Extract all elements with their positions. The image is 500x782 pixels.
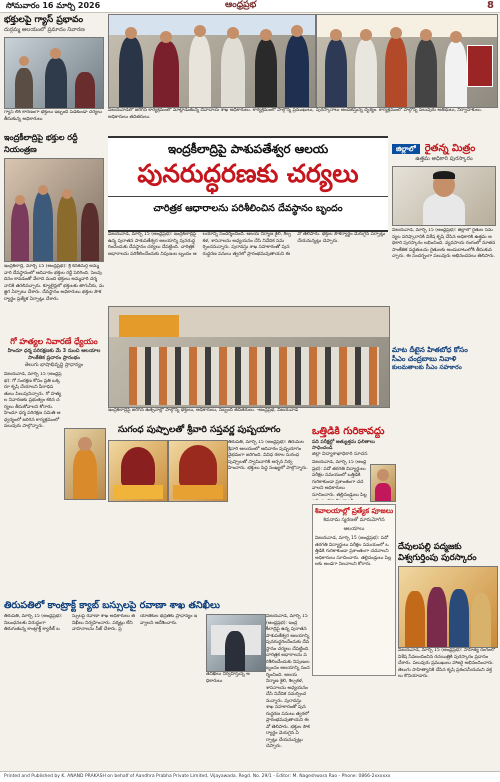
story3-body: విజయవాడ, మార్చి 15 (ఆంధ్రప్రభ): గో సంరక్షణ కోసం ప్రతి ఒక్కరూ కృషి చేయాలని పీఠాధిపతులు పిలుపునిచ్చారు. గో హత్యల నివారణకు ప్రభుత్వం కఠిన చర్యలు తీసుకోవాలని కోరారు. హిందూ ధర్మ పరిరక్షణ సమితి ఆధ్వర్యంలో జరిగిన కార్యక్రమంలో పలువురు పాల్గొన్నారు. [4, 372, 62, 429]
bottom-left-photo-caption: తనిఖీలు నిర్వహిస్తున్న అధికారులు [206, 672, 250, 684]
mid-left-body: తిరుపతి, మార్చి 15 (ఆంధ్రప్రభ): తిరుమల శ్రీవారి ఆలయంలో ఆదివారం పుష్పయాగం వైభవంగా జరిగింది. వివిధ రకాల సుగంధ పుష్పాలతో స్వామివారికి అర్చన నిర్వహించారు. భక్తులు పెద్ద సంఖ్యలో పాల్గొన్నారు. [228, 440, 308, 471]
right-title: రైతన్న మిత్రం [424, 143, 476, 154]
right-story2-sub2: కులమతాలకు సీఎం సహకారం [392, 364, 462, 371]
box-body: విజయవాడ, మార్చి 15 (ఆంధ్రప్రభ): పదో తరగతి విద్యార్థులు పరీక్షల సమయంలో ఒత్తిడికి గురికాకుండా ప్రశాంతంగా చదవాలని అధికారులు సూచించారు. తల్లిదండ్రులు పిల్లలకు అండగా నిలవాలని కోరారు. [315, 536, 392, 567]
top-photo-left [108, 14, 316, 108]
story1-photo [4, 37, 104, 109]
top-caption-right: పురస్కారాలు అందజేస్తున్న దృశ్యం. కార్యక్రమంలో పాల్గొన్న పలువురు అతిథులు, నిర్వాహకులు. [316, 108, 483, 113]
right-column [392, 136, 496, 536]
right-story2-sub: సీఎం చంద్రబాబు నివాళి [392, 355, 457, 363]
story1-subtitle: దుర్గమ్మ ఆలయంలో ప్రమాదం నివారణ [4, 27, 85, 33]
story3-title: గో హత్యల నివారణే ధ్యేయం [10, 337, 98, 346]
story3-subtitle2: తెలుగు భాషాభివృద్ధి ప్రాధాన్యం [24, 362, 84, 368]
right-body: విజయవాడ, మార్చి 15 (ఆంధ్రప్రభ): జిల్లాలో రైతుల సమస్యల పరిష్కారానికి విశేష కృషి చేసిన అధికారికి ఉత్తమ అధికారి పురస్కారం లభించింది. వ్యవసాయ రంగంలో నూతన సాంకేతిక పద్ధతులను రైతులకు అందుబాటులోకి తీసుకువచ్చారు. ఈ సందర్భంగా పలువురు అభినందనలు తెలిపారు. [392, 228, 496, 259]
box-story [312, 504, 396, 676]
box-title: శివాలయాల్లో ప్రత్యేక పూజలు [314, 507, 394, 515]
headline-sub: చారిత్రక ఆధారాలను పరిశీలించిన దేవస్థానం బృందం [108, 196, 388, 216]
right-story2-title: మాట దీటైన హితబోధ కోసం [392, 346, 468, 354]
center-article-body: విజయవాడ, మార్చి 15 (ఆంధ్రప్రభ): ఇంద్రకీలాద్రిపై ఉన్న పురాతన పాశుపతేశ్వర ఆలయాన్ని పునరుద్ధరించేందుకు దేవస్థానం చర్యలు చేపట్టింది. చారిత్రక ఆధారాలను పరిశీలించేందుకు నిపుణుల బృందం ఆలయాన్ని సందర్శించింది. ఆలయ నిర్మాణ శైలి, శిల్పకళ, శాసనాలను అధ్యయనం చేసి నివేదిక సమర్పించనున్నారు. పురావస్తు శాఖ సహకారంతో పునరుద్ధరణ పనులు త్వరలో ప్రారంభమవుతాయని ఈవో తెలిపారు. భక్తుల సౌకర్యార్థం మెరుగైన ఏర్పాట్లు చేయనున్నట్లు చెప్పారు. [108, 232, 386, 257]
story2-body: ఇంద్రకీలాద్రి, మార్చి 15 (ఆంధ్రప్రభ): శ్రీ కనకదుర్గ అమ్మవారి దేవస్థానంలో ఆదివారం భక్తుల రద్దీ పెరిగింది. సెలవు దినం కావడంతో వేలాది మంది భక్తులు అమ్మవారి దర్శనానికి తరలివచ్చారు. క్యూలైన్లలో భక్తులకు తాగునీరు, మజ్జిగ ఏర్పాటు చేశారు. దేవస్థానం అధికారులు భక్తుల సౌకర్యార్థం ప్రత్యేక ఏర్పాట్లు చేశారు. [4, 264, 104, 302]
top-caption-left: విజయవాడలో జరిగిన కార్యక్రమంలో మాట్లాడుతున్న దేవాదాయ శాఖ అధికారులు. కార్యక్రమంలో పాల్గొన్న ప్రముఖులు, అధికారులు తదితరులు. [108, 108, 314, 120]
story1-caption: గ్యాస్ లీక్ కారణంగా భక్తులు ఇబ్బంది పడకుండా చర్యలు తీసుకున్న అధికారులు [4, 110, 103, 122]
right-story3-body: విజయవాడ, మార్చి 15 (ఆంధ్రప్రభ): సాహిత్య రంగంలో విశేష సేవలందించిన రచయిత్రికి పురస్కారం ప్రదానం చేశారు. పలువురు ప్రముఖులు హాజరై అభినందించారు. తెలుగు సాహిత్యానికి చేసిన కృషి ప్రశంసనీయమని వక్తలు కొనియాడారు. [398, 648, 496, 679]
bottom-left-body: తిరుపతి, మార్చి 15 (ఆంధ్రప్రభ): నిబంధనలకు విరుద్ధంగా తిరుగుతున్న కాంట్రాక్ట్ క్యారేజ్ బస్సులపై రవాణా శాఖ అధికారులు తనిఖీలు నిర్వహించారు. పర్మిట్లు లేని వాహనాలను సీజ్ చేశారు. ప్రయాణికుల భద్రతకు ప్రాధాన్యం ఇవ్వాలని ఆదేశించారు. [4, 614, 198, 632]
right-story3-title: దేవులపల్లి పద్మజకు విశ్వగుర్తింపు పురస్కారం [398, 542, 477, 563]
right-tag: జిల్లాలో [392, 144, 420, 154]
box-title2: శివనామ స్మరణతో మారుమోగిన ఆలయాలు [323, 517, 385, 532]
page-number: 8 [487, 0, 494, 11]
headline-main: పునరుద్ధరణకు చర్యలు [137, 159, 359, 188]
mid-left-photo-1 [108, 440, 168, 502]
headline-kicker: ఇంద్రకీలాద్రిపై పాశుపతేశ్వర ఆలయ [167, 142, 329, 156]
bottom-mid-body: విజయవాడ, మార్చి 15 (ఆంధ్రప్రభ): ఇంద్రకీలాద్రిపై ఉన్న పురాతన పాశుపతేశ్వర ఆలయాన్ని పునరుద్ధరించేందుకు దేవస్థానం చర్యలు చేపట్టింది. చారిత్రక ఆధారాలను పరిశీలించేందుకు నిపుణుల బృందం ఆలయాన్ని సందర్శించింది. ఆలయ నిర్మాణ శైలి, శిల్పకళ, శాసనాలను అధ్యయనం చేసి నివేదిక సమర్పించనున్నారు. పురావస్తు శాఖ సహకారంతో పునరుద్ధరణ పనులు త్వరలో ప్రారంభమవుతాయని ఈవో తెలిపారు. భక్తుల సౌకర్యార్థం మెరుగైన ఏర్పాట్లు చేయనున్నట్లు చెప్పారు. [266, 614, 310, 749]
story3-photo [64, 428, 106, 500]
center-photo-caption: ఇంద్రకీలాద్రిపై జరిగిన ఉత్సవాల్లో పాల్గొన్న భక్తులు, అధికారులు, సిబ్బంది తదితరులు. -ఆంధ్రప్రభ, విజయవాడ [108, 408, 298, 413]
mid-left-title: సుగంధ పుష్పాలతో శ్రీవారి సప్తవర్ణ పుష్పయాగం [118, 425, 281, 435]
mid-right-body: విజయవాడ, మార్చి 15 (ఆంధ్రప్రభ): పదో తరగతి విద్యార్థులు పరీక్షల సమయంలో ఒత్తిడికి గురికాకుండా ప్రశాంతంగా చదవాలని అధికారులు సూచించారు. తల్లిదండ్రులు పిల్ల [312, 460, 367, 498]
officer-photo [392, 166, 496, 226]
mid-left-photo-2 [168, 440, 228, 502]
right-subtitle: ఉత్తమ అధికారి పురస్కారం [415, 156, 473, 162]
main-headline-block [108, 136, 388, 232]
issue-date: సోమవారం 16 మార్చి 2026 [6, 1, 101, 10]
mid-right-subtitle: పది పరీక్షల్లో అత్యుత్తమ ఫలితాలు సాధించండి [312, 440, 375, 451]
mid-right-photo [370, 464, 396, 502]
left-column [4, 14, 104, 514]
bottom-left-title: తిరుపతిలో కాంట్రాక్ట్ క్యాబ్ బస్సులపై రవాణా శాఖ తనిఖీలు [4, 600, 220, 611]
top-strip [0, 0, 500, 13]
story2-photo [4, 158, 104, 262]
award-photo [398, 566, 498, 648]
mid-right-subtitle2: జిల్లా విద్యాశాఖాధికారి సూచన [312, 452, 368, 457]
masthead: ఆంధ్రప్రభ [225, 0, 257, 10]
mid-right-title: ఒత్తిడికి గురికావద్దు [312, 426, 385, 437]
story2-title: ఇంద్రకీలాద్రిపై భక్తుల రద్దీ నియంత్రణ [4, 133, 78, 154]
bottom-left-photo [206, 614, 266, 672]
center-photo [108, 306, 390, 408]
story3-subtitle: హిందూ ధర్మ పరిరక్షణకు మే 3 నుంచి ఆలయాల సాంకేతిక ప్రచారం ప్రారంభం [7, 348, 101, 361]
footer-imprint: Printed and Published by K. ANAND PRAKASH on behalf of Aandhra Prabha Private Limited, Vijayawada. Regd. No. 29/1 - Editor: M. Nageshwara Rao - Phone: 0866-2xxxxxx [0, 771, 500, 782]
story1-title: భక్తులపై గ్యాస్ ప్రభావం [4, 15, 84, 25]
top-photo-right [316, 14, 498, 108]
